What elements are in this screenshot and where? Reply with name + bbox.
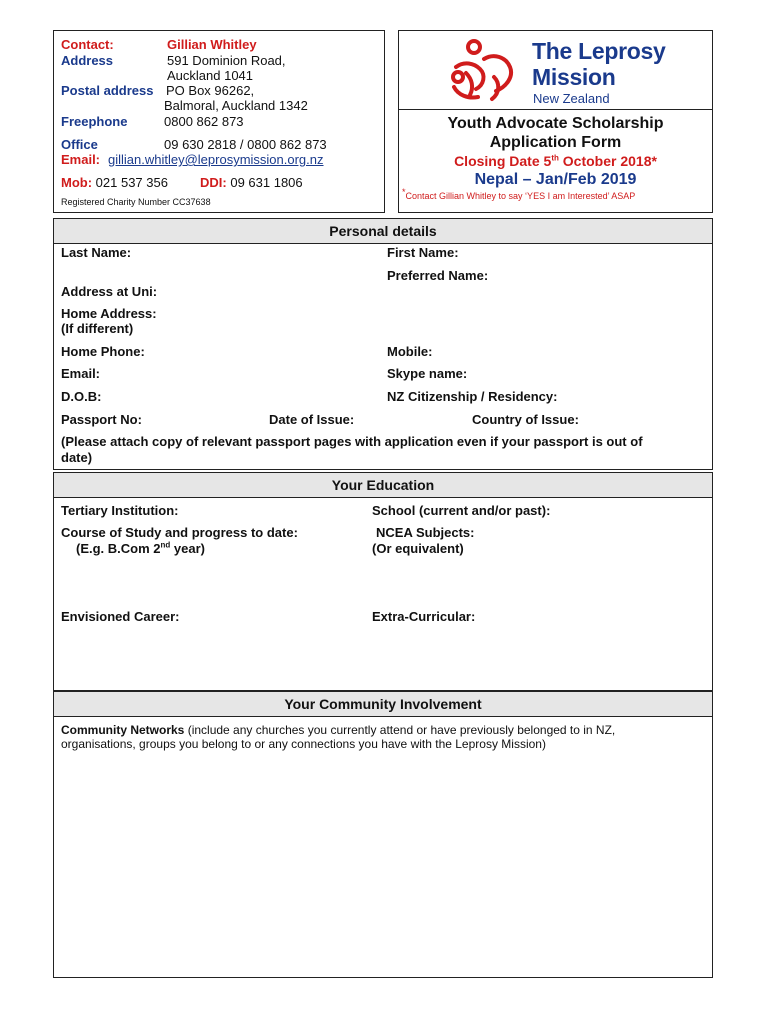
passport-no-label: Passport No: (61, 412, 142, 427)
mob-label: Mob: (61, 175, 93, 190)
email-label: Email: (61, 152, 101, 167)
contact-name: Gillian Whitley (167, 37, 257, 52)
course-label: Course of Study and progress to date: (61, 525, 298, 540)
course-example (76, 541, 205, 556)
extra-curricular-label: Extra-Curricular: (372, 609, 476, 624)
closing-sup: th (551, 153, 559, 163)
postal-line-2: Balmoral, Auckland 1342 (164, 98, 308, 113)
trip-title: Nepal – Jan/Feb 2019 (474, 171, 637, 188)
email-field-label: Email: (61, 366, 101, 381)
preferred-name-label: Preferred Name: (387, 268, 489, 283)
closing-date (398, 153, 713, 169)
address-label: Address (61, 53, 114, 68)
charity-number: Registered Charity Number CC37638 (61, 197, 211, 207)
community-networks-label: Community Networks (61, 723, 185, 737)
leprosy-mission-logo-icon (444, 37, 526, 105)
note-star: * (402, 187, 406, 197)
home-phone-label: Home Phone: (61, 344, 145, 359)
career-label: Envisioned Career: (61, 609, 180, 624)
address-uni-label: Address at Uni: (61, 284, 158, 299)
mob-row (61, 175, 168, 190)
note-text: Contact Gillian Whitley to say ‘YES I am Interested’ ASAP (405, 191, 636, 201)
citizenship-label: NZ Citizenship / Residency: (387, 389, 558, 404)
course-eg-sup: nd (160, 540, 171, 550)
first-name-label: First Name: (387, 245, 459, 260)
contact-label: Contact: (61, 37, 114, 52)
address-line-1: 591 Dominion Road, (167, 53, 286, 68)
office-value: 09 630 2818 / 0800 862 873 (164, 137, 327, 152)
dob-label: D.O.B: (61, 389, 102, 404)
community-networks-text (61, 723, 701, 751)
school-label: School (current and/or past): (372, 503, 551, 518)
course-eg-prefix: (E.g. B.Com 2 (76, 541, 161, 556)
community-heading: Your Community Involvement (53, 691, 713, 717)
closing-suffix: October 2018* (558, 153, 657, 169)
form-title-line-1: Youth Advocate Scholarship (447, 115, 664, 132)
home-address-label: Home Address: (61, 306, 157, 321)
logo-divider (398, 109, 713, 110)
office-label: Office (61, 137, 98, 152)
passport-note-line-2: date) (61, 450, 93, 465)
ncea-equivalent-label: (Or equivalent) (372, 541, 464, 556)
contact-note (402, 187, 636, 202)
last-name-label: Last Name: (61, 245, 132, 260)
logo-line-2: Mission (532, 64, 616, 90)
freephone-label: Freephone (61, 114, 128, 129)
education-heading: Your Education (53, 472, 713, 498)
closing-prefix: Closing Date 5 (454, 153, 552, 169)
community-networks-desc-2: organisations, groups you belong to or any connections you have with the Leprosy Mission) (61, 737, 546, 751)
form-title-line-2: Application Form (489, 134, 622, 151)
address-line-2: Auckland 1041 (167, 68, 254, 83)
logo-line-1: The Leprosy (532, 38, 666, 64)
postal-label: Postal address (61, 83, 154, 98)
skype-label: Skype name: (387, 366, 468, 381)
ddi-value: 09 631 1806 (230, 175, 303, 190)
email-link[interactable]: gillian.whitley@leprosymission.org.nz (108, 152, 324, 167)
ncea-label: NCEA Subjects: (376, 525, 475, 540)
course-eg-suffix: year) (170, 541, 205, 556)
ddi-label: DDI: (200, 175, 227, 190)
country-of-issue-label: Country of Issue: (472, 412, 579, 427)
ddi-row (200, 175, 303, 190)
community-networks-desc-1: (include any churches you currently attend or have previously belonged to in NZ, (184, 723, 616, 737)
date-of-issue-label: Date of Issue: (269, 412, 355, 427)
mob-value: 021 537 356 (95, 175, 168, 190)
personal-details-heading: Personal details (53, 218, 713, 244)
tertiary-label: Tertiary Institution: (61, 503, 179, 518)
if-different-label: (If different) (61, 321, 134, 336)
freephone-value: 0800 862 873 (164, 114, 244, 129)
mobile-label: Mobile: (387, 344, 433, 359)
passport-note-line-1: (Please attach copy of relevant passport pages with application even if your passport is out of (61, 434, 643, 449)
logo-line-3: New Zealand (533, 91, 610, 106)
community-box (53, 716, 713, 978)
postal-line-1: PO Box 96262, (166, 83, 255, 98)
